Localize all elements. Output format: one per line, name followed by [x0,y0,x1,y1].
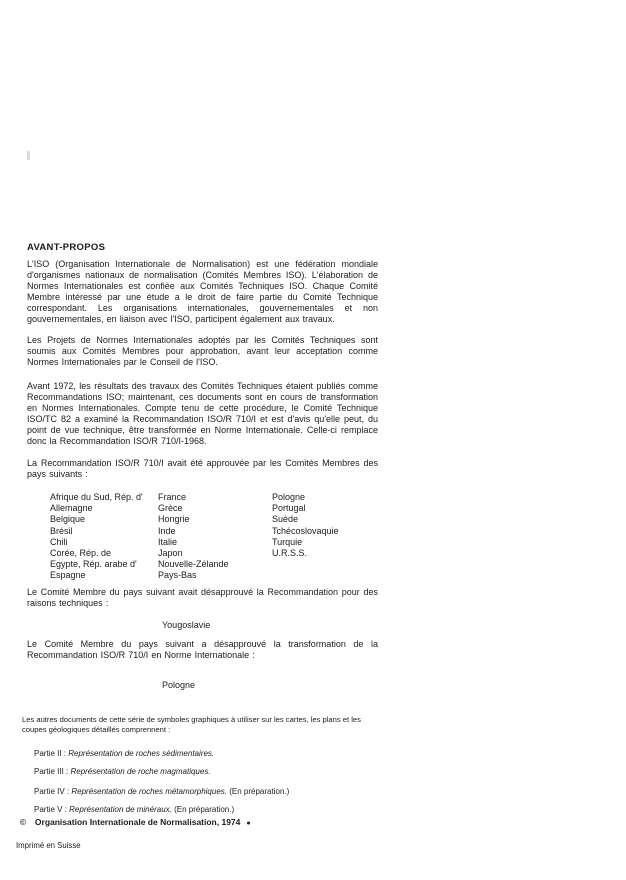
series-part-label: Partie II : [34,749,67,758]
copyright-text: Organisation Internationale de Normalisation, 1974 [34,817,241,827]
country-item: Tchécoslovaquie [272,525,339,536]
transformation-disapproving-country: Pologne [162,680,196,690]
paragraph-approved-by-members: La Recommandation ISO/R 710/I avait été approuvée par les Comités Membres des pays suivants : [27,458,378,479]
country-item: Italie [158,536,178,547]
country-item: Pays-Bas [158,570,197,581]
series-part-2 [34,749,214,758]
country-item: Pologne [272,492,306,502]
disapproving-country: Yougoslavie [162,620,211,630]
country-item: Brésil [50,525,73,536]
country-item: Afrique du Sud, Rép. d' [50,492,143,502]
country-item: Nouvelle-Zélande [158,559,229,570]
series-part-title: Représentation de minéraux. [69,805,172,814]
country-item: Turquie [272,536,303,547]
series-part-status: (En préparation.) [229,787,290,796]
series-note-intro: Les autres documents de cette série de symboles graphiques à utiliser sur les cartes, les plans et les coupes géologiques détaillés comprennent : [22,715,361,734]
series-part-4 [34,787,289,796]
series-part-label: Partie V : [34,805,67,814]
copyright-line [20,817,251,827]
series-part-label: Partie IV : [34,787,70,796]
country-item: Portugal [272,503,306,514]
country-item: Inde [158,525,176,536]
series-part-title: Représentation de roches sédimentaires. [68,749,215,758]
country-item: Espagne [50,570,86,581]
member-countries-column-2 [158,492,270,582]
series-part-title: Représentation de roche magmatiques. [70,767,211,776]
country-item: Suède [272,514,299,525]
country-item: Chili [50,536,68,547]
printed-in-note: Imprimé en Suisse [16,841,81,850]
series-part-status: (En préparation.) [174,805,235,814]
country-item: Japon [158,548,183,559]
country-item: Grèce [158,503,183,514]
paragraph-transformation-disapproval: Le Comité Membre du pays suivant a désapprouvé la transformation de la Recommandation ISO/R 710/I en Norme Internationale : [27,639,378,660]
country-item: Hongrie [158,514,190,525]
country-item: Egypte, Rép. arabe d' [50,559,137,570]
country-item: France [158,492,187,502]
paragraph-draft-approval: Les Projets de Normes Internationales adoptés par les Comités Techniques sont soumis aux Comités Membres pour approbation, avant leur acceptation comme Normes Internationales par le Conseil de l'ISO. [27,335,378,367]
series-part-5 [34,805,234,814]
scan-artifact [27,151,30,160]
copyright-symbol-icon: © [20,818,26,827]
bullet-icon: ● [246,820,251,827]
country-item: Corée, Rép. de [50,548,112,559]
member-countries-column-3 [272,492,382,559]
country-item: U.R.S.S. [272,548,308,559]
member-countries-column-1 [50,492,156,582]
series-part-3 [34,767,211,776]
paragraph-recommendation-transformation: Avant 1972, les résultats des travaux des Comités Techniques étaient publiés comme Recommandations ISO; maintenant, ces documents sont en cours de transformation en Normes Internationales. Compte tenu de cette procédure, le Comité Technique ISO/TC 82 a examiné la Recommandation ISO/R 710/I et est d'avis qu'elle peut, du point de vue technique, être transformée en Norme Internationale. Celle-ci remplace donc la Recommandation ISO/R 710/I-1968. [27,381,378,446]
country-item: Belgique [50,514,86,525]
series-part-title: Représentation de roches métamorphiques. [71,787,228,796]
country-item: Allemagne [50,503,93,514]
series-part-label: Partie III : [34,767,69,776]
paragraph-iso-intro: L'ISO (Organisation Internationale de Normalisation) est une fédération mondiale d'organismes nationaux de normalisation (Comités Membres ISO). L'élaboration de Normes Internationales est confiée aux Comités Techniques ISO. Chaque Comité Membre intéressé par une étude a le droit de faire partie du Comité Technique correspondant. Les organisations internationales, gouvernementales et non gouvernementales, en liaison avec l'ISO, participent également aux travaux. [27,259,378,324]
foreword-heading: AVANT-PROPOS [27,242,106,253]
paragraph-technical-disapproval: Le Comité Membre du pays suivant avait désapprouvé la Recommandation pour des raisons techniques : [27,587,378,608]
